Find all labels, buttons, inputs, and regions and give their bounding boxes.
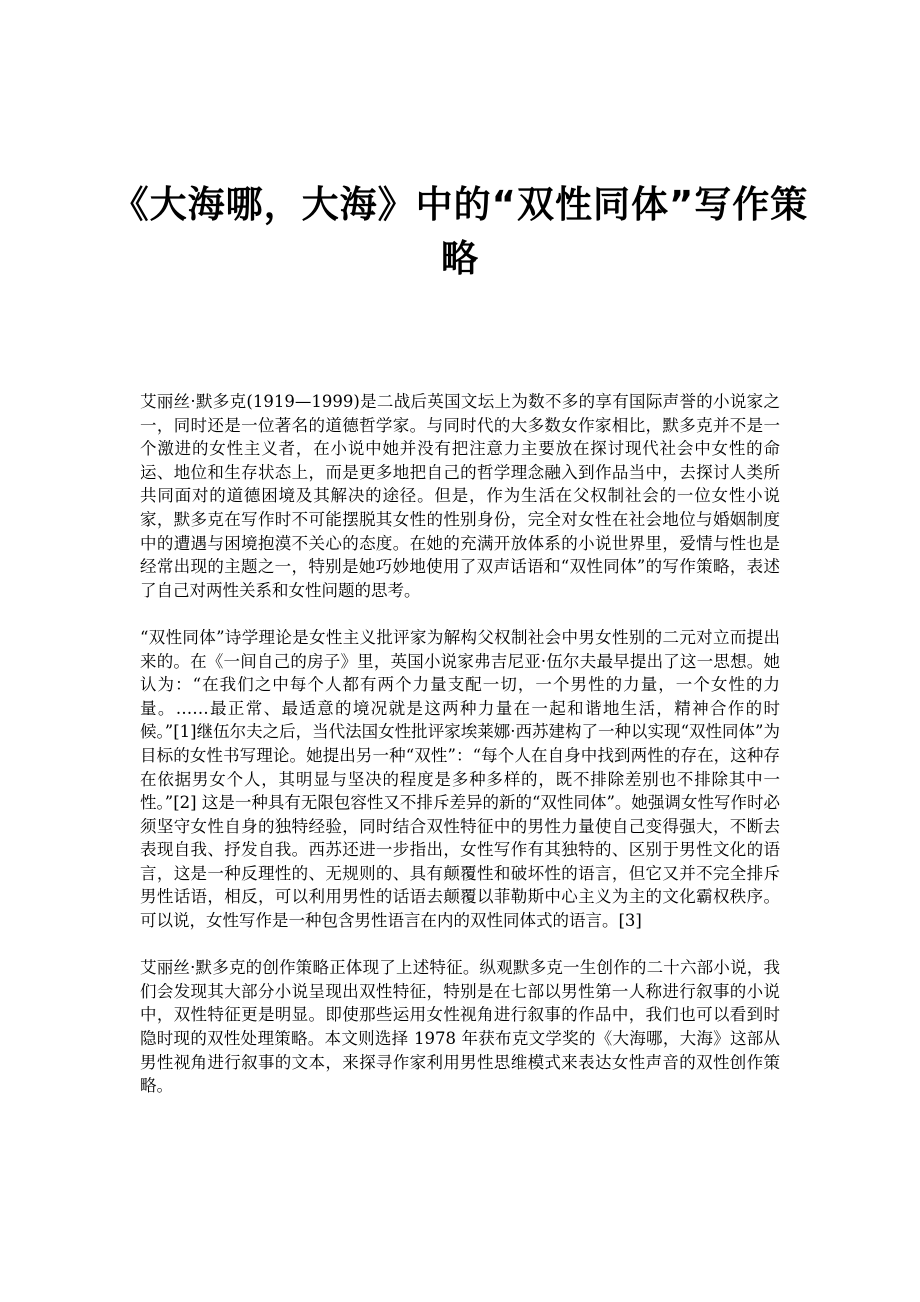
paragraph-androgyny-theory: “双性同体”诗学理论是女性主义批评家为解构父权制社会中男女性别的二元对立而提出来的。在《一间自己的房子》里，英国小说家弗吉尼亚·伍尔夫最早提出了这一思想。她认为：“在我们之中每个人都有两个力量支配一切，一个男性的力量，一个女性的力量。……最正常、最适意的境况就是这两种力量在一起和谐地生活，精神合作的时候。”[1]继伍尔夫之后，当代法国女性批评家埃莱娜·西苏建构了一种以实现“双性同体”为目标的女性书写理论。她提出另一种“双性”：“每个人在自身中找到两性的存在，这种存在依据男女个人，其明显与坚决的程度是多种多样的，既不排除差别也不排除其中一性。”[2] 这是一种具有无限包容性又不排斥差异的新的“双性同体”。她强调女性写作时必须坚守女性自身的独特经验，同时结合双性特征中的男性力量使自己变得强大，不断去表现自我、抒发自我。西苏还进一步指出，女性写作有其独特的、区别于男性文化的语言，这是一种反理性的、无规则的、具有颠覆性和破坏性的语言，但它又并不完全排斥男性话语，相反，可以利用男性的话语去颠覆以菲勒斯中心主义为主的文化霸权秩序。可以说，女性写作是一种包含男性语言在内的双性同体式的语言。[3]: [140, 627, 780, 931]
paragraph-murdoch-strategy: 艾丽丝·默多克的创作策略正体现了上述特征。纵观默多克一生创作的二十六部小说，我们会发现其大部分小说呈现出双性特征，特别是在七部以男性第一人称进行叙事的小说中，双性特征更是明显。即使那些运用女性视角进行叙事的作品中，我们也可以看到时隐时现的双性处理策略。本文则选择 1978 年获布克文学奖的《大海哪，大海》这部从男性视角进行叙事的文本，来探寻作家利用男性思维模式来表达女性声音的双性创作策略。: [140, 958, 780, 1096]
paragraph-intro: 艾丽丝·默多克(1919—1999)是二战后英国文坛上为数不多的享有国际声誉的小说家之一，同时还是一位著名的道德哲学家。与同时代的大多数女作家相比，默多克并不是一个激进的女性主义者，在小说中她并没有把注意力主要放在探讨现代社会中女性的命运、地位和生存状态上，而是更多地把自己的哲学理念融入到作品当中，去探讨人类所共同面对的道德困境及其解决的途径。但是，作为生活在父权制社会的一位女性小说家，默多克在写作时不可能摆脱其女性的性别身份，完全对女性在社会地位与婚姻制度中的遭遇与困境抱漠不关心的态度。在她的充满开放体系的小说世界里，爱情与性也是经常出现的主题之一，特别是她巧妙地使用了双声话语和“双性同体”的写作策略，表述了自己对两性关系和女性问题的思考。: [140, 392, 780, 600]
document-body: [140, 390, 780, 1098]
document-title: 《大海哪，大海》中的“双性同体”写作策略: [111, 183, 809, 280]
